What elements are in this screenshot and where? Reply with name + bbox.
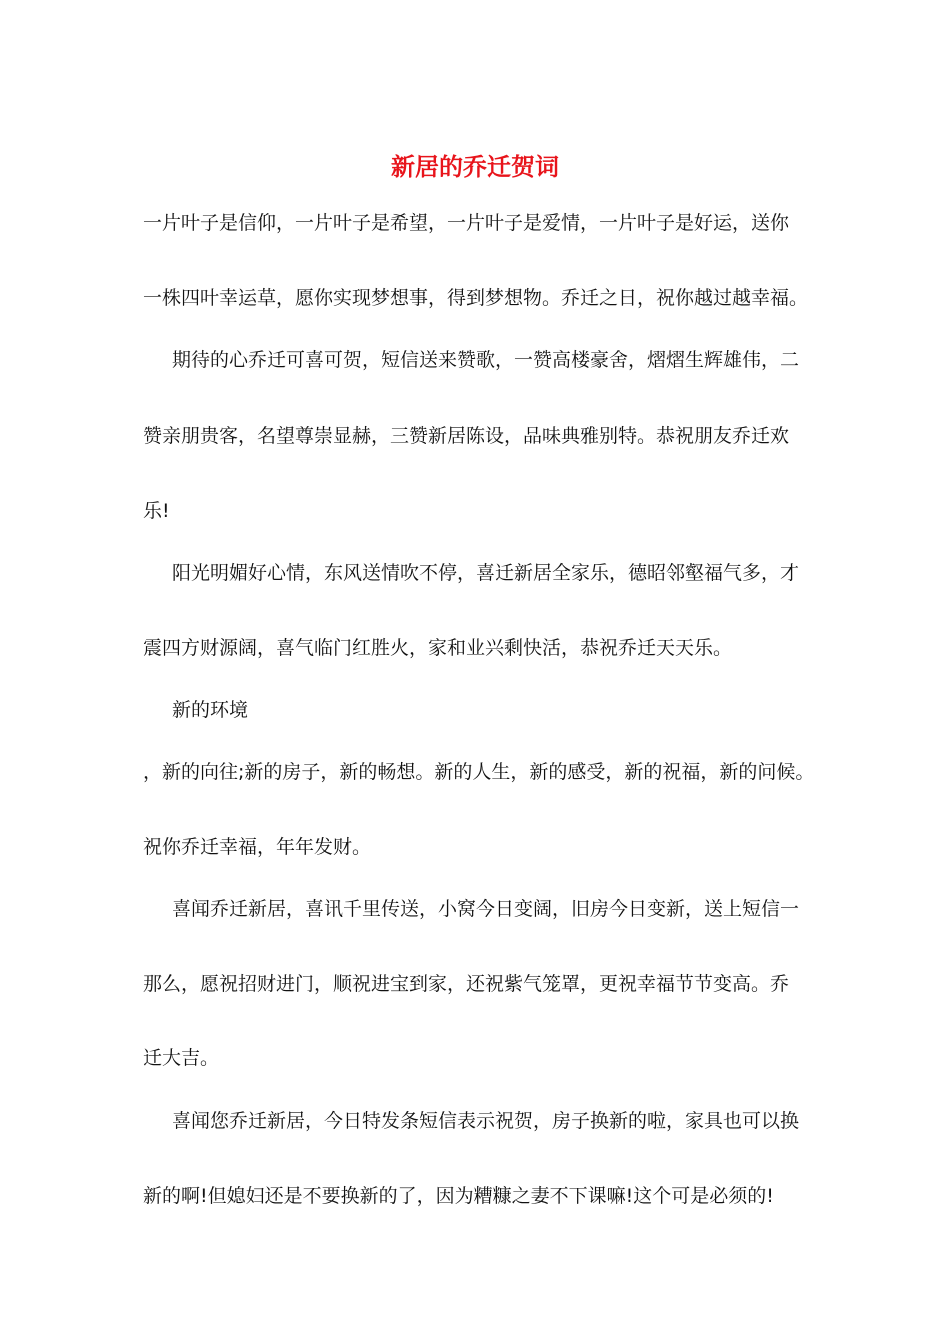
text-line: 期待的心乔迁可喜可贺，短信送来赞歌，一赞高楼豪舍，熠熠生辉雄伟，二 bbox=[172, 349, 800, 371]
text-line: 一株四叶幸运草，愿你实现梦想事，得到梦想物。乔迁之日，祝你越过越幸福。 bbox=[143, 287, 809, 309]
text-line: 乐! bbox=[143, 500, 170, 522]
text-line: 震四方财源阔，喜气临门红胜火，家和业兴剩快活，恭祝乔迁天天乐。 bbox=[143, 637, 733, 659]
document-title: 新居的乔迁贺词 bbox=[391, 152, 559, 181]
text-line: 一片叶子是信仰，一片叶子是希望，一片叶子是爱情，一片叶子是好运，送你 bbox=[143, 212, 790, 234]
text-line: 喜闻乔迁新居，喜讯千里传送，小窝今日变阔，旧房今日变新，送上短信一 bbox=[172, 898, 800, 920]
text-line: 那么，愿祝招财进门，顺祝进宝到家，还祝紫气笼罩，更祝幸福节节变高。乔 bbox=[143, 973, 790, 995]
text-line: 新的环境 bbox=[172, 699, 249, 721]
text-line: 祝你乔迁幸福，年年发财。 bbox=[143, 836, 372, 858]
text-line: 阳光明媚好心情，东风送情吹不停，喜迁新居全家乐，德昭邻壑福气多，才 bbox=[172, 562, 800, 584]
text-line: 迁大吉。 bbox=[143, 1047, 220, 1069]
text-line: 赞亲朋贵客，名望尊崇显赫，三赞新居陈设，品味典雅别特。恭祝朋友乔迁欢 bbox=[143, 425, 790, 447]
text-line: 新的啊!但媳妇还是不要换新的了，因为糟糠之妻不下课嘛!这个可是必须的! bbox=[143, 1185, 774, 1207]
text-line: ，新的向往;新的房子，新的畅想。新的人生，新的感受，新的祝福，新的问候。 bbox=[143, 761, 815, 783]
text-line: 喜闻您乔迁新居，今日特发条短信表示祝贺，房子换新的啦，家具也可以换 bbox=[172, 1110, 800, 1132]
